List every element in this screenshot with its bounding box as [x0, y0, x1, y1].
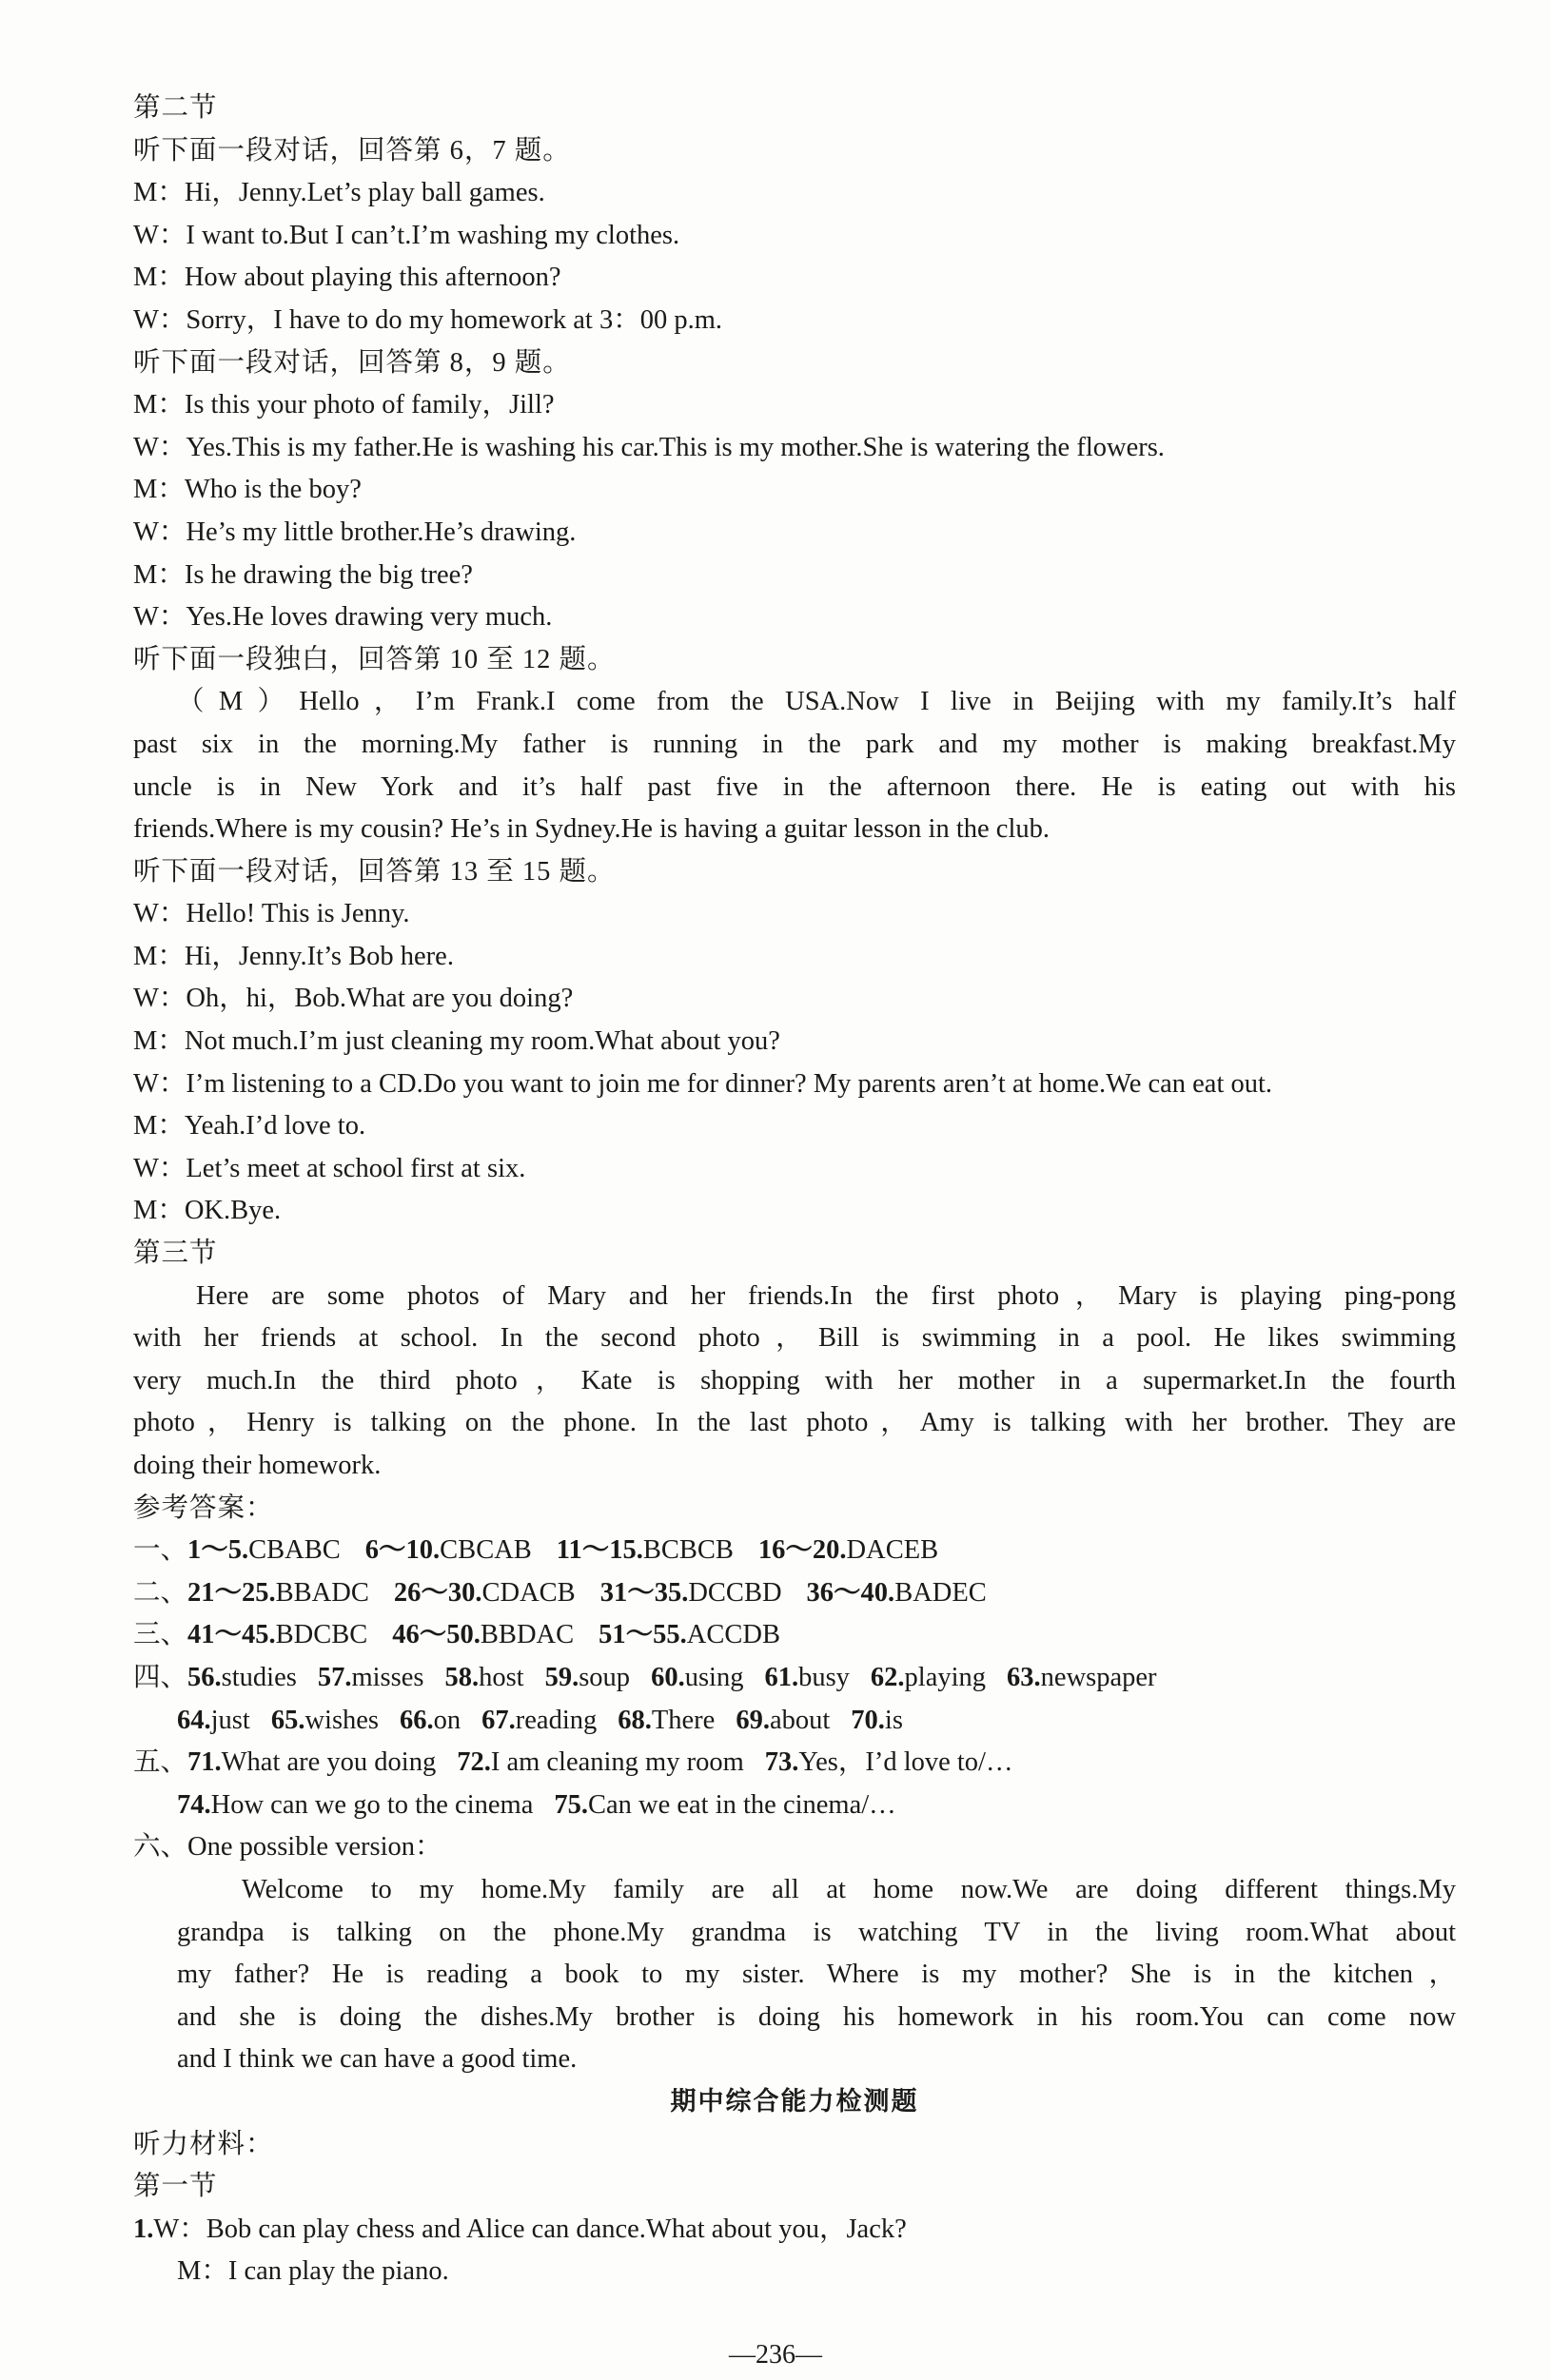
question-line: [133, 2209, 1456, 2252]
answer-value: on: [433, 1705, 461, 1735]
dialogue-line: W：I’m listening to a CD.Do you want to join me for dinner? My parents aren’t at home.We can eat out.: [133, 1068, 1273, 1099]
dialogue-line: W：He’s my little brother.He’s drawing.: [133, 517, 577, 547]
section-heading: 第三节: [133, 1239, 218, 1269]
dialogue-instruction: 听下面一段对话，回答第 13 至 15 题。: [133, 856, 616, 887]
monologue-instruction: 听下面一段独白，回答第 10 至 12 题。: [133, 644, 616, 674]
dialogue-line: M：Yeah.I’d love to.: [133, 1111, 366, 1141]
answer-range: 1～5.: [187, 1535, 249, 1566]
essay-line: my father? He is reading a book to my sister. Where is my mother? She is in the kitchen，: [177, 1960, 1456, 1990]
answer-value: There: [651, 1705, 716, 1735]
answer-row: [133, 1785, 1456, 1827]
answer-value: How can we go to the cinema: [210, 1789, 534, 1820]
dialogue-line: W：Bob can play chess and Alice can dance.What about you，Jack?: [153, 2214, 907, 2244]
essay-line: grandpa is talking on the phone.My grandma is watching TV in the living room.What about: [177, 1917, 1456, 1947]
monologue-line: friends.Where is my cousin? He’s in Sydney.He is having a guitar lesson in the club.: [133, 814, 1050, 845]
dialogue-line: M：I can play the piano.: [177, 2256, 449, 2287]
answer-range: 31～35.: [599, 1577, 689, 1608]
dialogue-line: W：I want to.But I can’t.I’m washing my clothes.: [133, 220, 680, 250]
answer-range: 46～50.: [392, 1620, 481, 1650]
answer-part-label: 二、: [133, 1577, 188, 1608]
answer-part-heading: 六、One possible version：: [133, 1832, 442, 1863]
answer-value: just: [210, 1705, 250, 1735]
dialogue-line: W：Let’s meet at school first at six.: [133, 1153, 526, 1183]
answer-value: ACCDB: [686, 1620, 780, 1650]
answer-part-label: 一、: [133, 1535, 188, 1566]
page-number: —236—: [729, 2340, 822, 2370]
answer-value: host: [479, 1662, 524, 1692]
dialogue-instruction: 听下面一段对话，回答第 8，9 题。: [133, 347, 571, 378]
answer-value: What are you doing: [221, 1747, 437, 1778]
section-heading: 第一节: [133, 2172, 218, 2202]
monologue-line: （M）Hello，I’m Frank.I come from the USA.Now I live in Beijing with my family.It’s half: [177, 687, 1456, 717]
answer-value: CBCAB: [440, 1535, 532, 1566]
answer-value: studies: [221, 1662, 297, 1692]
answer-num: 62.: [870, 1662, 905, 1692]
dialogue-line: W：Yes.He loves drawing very much.: [133, 602, 553, 633]
answer-part-label: 三、: [133, 1620, 188, 1650]
dialogue-instruction: 听下面一段对话，回答第 6，7 题。: [133, 135, 571, 166]
answer-range: 21～25.: [187, 1577, 276, 1608]
answer-num: 68.: [618, 1705, 652, 1735]
passage-line: with her friends at school. In the second photo，Bill is swimming in a pool. He likes swimming: [133, 1323, 1456, 1354]
answer-num: 67.: [481, 1705, 516, 1735]
answer-num: 56.: [187, 1662, 222, 1692]
answer-part-label: 五、: [133, 1747, 188, 1778]
answer-num: 71.: [187, 1747, 222, 1778]
monologue-line: past six in the morning.My father is running in the park and my mother is making breakfast.My: [133, 729, 1456, 759]
answer-row: [133, 1614, 1456, 1657]
answer-value: newspaper: [1040, 1662, 1157, 1692]
answer-value: Yes，I’d love to/…: [798, 1747, 1013, 1778]
dialogue-line: W：Hello! This is Jenny.: [133, 899, 410, 929]
answer-num: 59.: [544, 1662, 579, 1692]
answer-value: BBADC: [275, 1577, 369, 1608]
answers-heading: 参考答案：: [133, 1492, 274, 1523]
answer-value: CDACB: [481, 1577, 576, 1608]
answer-range: 26～30.: [393, 1577, 482, 1608]
dialogue-line: M：Who is the boy?: [133, 475, 362, 505]
answer-value: BDCBC: [275, 1620, 368, 1650]
answer-range: 41～45.: [187, 1620, 276, 1650]
answer-value: wishes: [304, 1705, 380, 1735]
answer-value: BBDAC: [480, 1620, 575, 1650]
answer-value: reading: [515, 1705, 598, 1735]
answer-num: 57.: [317, 1662, 352, 1692]
answer-num: 75.: [554, 1789, 588, 1820]
monologue-line: uncle is in New York and it’s half past five in the afternoon there. He is eating out with his: [133, 771, 1456, 802]
answer-value: BCBCB: [642, 1535, 734, 1566]
answer-num: 69.: [736, 1705, 770, 1735]
dialogue-line: W：Oh，hi，Bob.What are you doing?: [133, 984, 574, 1014]
question-number: 1.: [133, 2214, 154, 2244]
page-section-title: 期中综合能力检测题: [670, 2086, 919, 2117]
dialogue-line: M：Is this your photo of family，Jill?: [133, 390, 555, 420]
essay-line: and I think we can have a good time.: [177, 2044, 578, 2075]
answer-range: 11～15.: [556, 1535, 643, 1566]
dialogue-line: M：How about playing this afternoon?: [133, 263, 561, 293]
dialogue-line: M：OK.Bye.: [133, 1196, 282, 1226]
answer-num: 64.: [177, 1705, 211, 1735]
answer-value: soup: [579, 1662, 631, 1692]
answer-value: CBABC: [248, 1535, 341, 1566]
answer-row: [133, 1657, 1456, 1700]
answer-range: 36～40.: [806, 1577, 895, 1608]
answer-value: I am cleaning my room: [490, 1747, 744, 1778]
answer-part-label: 四、: [133, 1662, 188, 1692]
answer-range: 16～20.: [757, 1535, 847, 1566]
dialogue-line: M：Hi，Jenny.It’s Bob here.: [133, 941, 454, 971]
answer-row: [133, 1700, 1456, 1743]
answer-value: busy: [798, 1662, 850, 1692]
answer-value: misses: [351, 1662, 424, 1692]
answer-value: using: [684, 1662, 744, 1692]
answer-range: 6～10.: [364, 1535, 441, 1566]
answer-value: DACEB: [846, 1535, 939, 1566]
answer-value: Can we eat in the cinema/…: [587, 1789, 896, 1820]
passage-line: Here are some photos of Mary and her friends.In the first photo，Mary is playing ping-pong: [196, 1280, 1456, 1311]
answer-num: 60.: [651, 1662, 685, 1692]
answer-value: BADEC: [894, 1577, 987, 1608]
answer-row: [133, 1572, 1456, 1615]
essay-line: Welcome to my home.My family are all at home now.We are doing different things.My: [242, 1874, 1456, 1904]
answer-range: 51～55.: [599, 1620, 687, 1650]
passage-line: doing their homework.: [133, 1451, 382, 1480]
dialogue-line: M：Is he drawing the big tree?: [133, 559, 473, 590]
answer-row: [133, 1530, 1456, 1572]
answer-num: 58.: [444, 1662, 480, 1692]
dialogue-line: W：Yes.This is my father.He is washing his car.This is my mother.She is watering the flowers.: [133, 432, 1165, 462]
answer-value: about: [769, 1705, 831, 1735]
passage-line: photo，Henry is talking on the phone. In the last photo，Amy is talking with her brother. They are: [133, 1408, 1456, 1438]
section-heading: 第二节: [133, 93, 218, 123]
answer-num: 61.: [764, 1662, 799, 1692]
answer-value: is: [884, 1705, 903, 1735]
dialogue-line: W：Sorry，I have to do my homework at 3：00 p.m.: [133, 304, 722, 335]
answer-num: 65.: [270, 1705, 305, 1735]
answer-num: 72.: [457, 1747, 491, 1778]
answer-num: 74.: [177, 1789, 211, 1820]
answer-num: 66.: [400, 1705, 434, 1735]
document-page: [133, 88, 1456, 2293]
passage-line: very much.In the third photo，Kate is shopping with her mother in a supermarket.In the fourth: [133, 1365, 1456, 1395]
answer-num: 73.: [764, 1747, 799, 1778]
dialogue-line: M：Hi，Jenny.Let’s play ball games.: [133, 178, 545, 208]
answer-value: playing: [904, 1662, 987, 1692]
answer-num: 70.: [851, 1705, 885, 1735]
answer-row: [133, 1742, 1456, 1785]
dialogue-line: M：Not much.I’m just cleaning my room.What about you?: [133, 1026, 780, 1057]
answer-num: 63.: [1007, 1662, 1041, 1692]
essay-line: and she is doing the dishes.My brother is doing his homework in his room.You can come now: [177, 2001, 1456, 2032]
answer-value: DCCBD: [688, 1577, 782, 1608]
material-label: 听力材料：: [133, 2129, 274, 2159]
